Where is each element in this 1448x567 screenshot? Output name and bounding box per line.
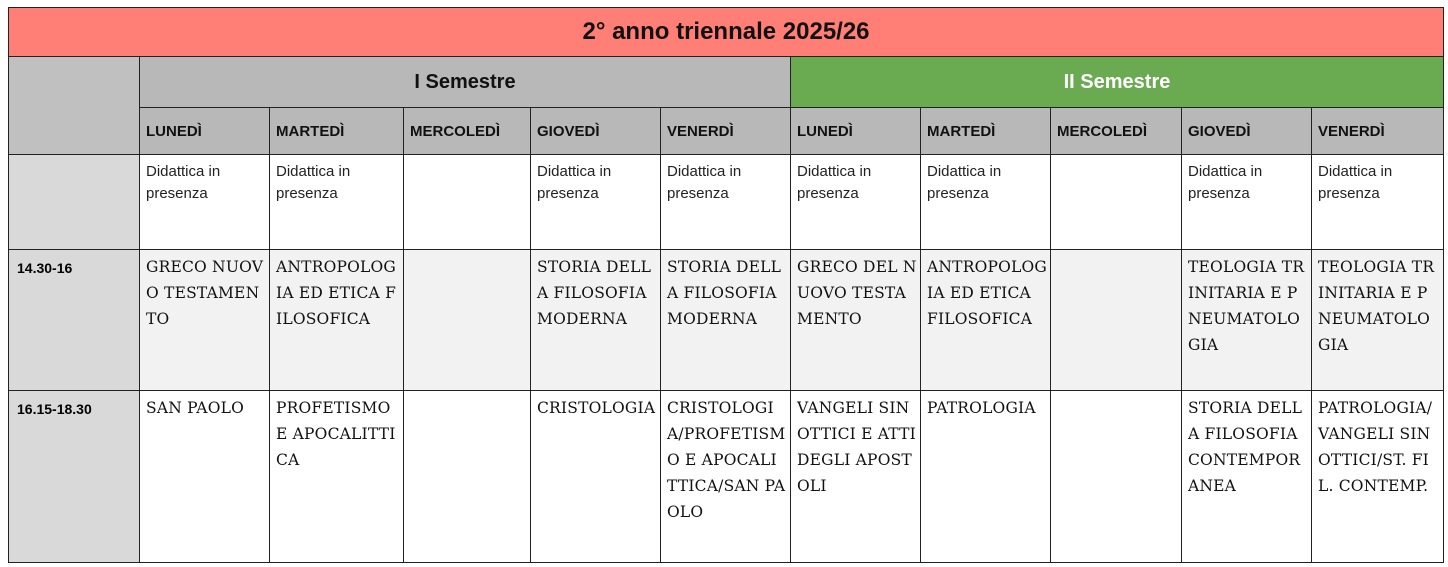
delivery-mode-cell: Didattica in presenza [921,155,1051,250]
delivery-mode-cell: Didattica in presenza [1312,155,1444,250]
delivery-mode-cell: Didattica in presenza [531,155,661,250]
day-header: MERCOLEDÌ [1051,108,1182,155]
course-cell: TEOLOGIA TRINITARIA E PNEUMATOLOGIA [1312,250,1444,391]
course-cell: STORIA DELLA FILOSOFIA MODERNA [531,250,661,391]
delivery-mode-cell: Didattica in presenza [140,155,270,250]
semester-1-header: I Semestre [140,57,791,108]
day-header: VENERDÌ [661,108,791,155]
schedule-title: 2° anno triennale 2025/26 [9,8,1444,57]
delivery-mode-cell: Didattica in presenza [270,155,404,250]
course-cell: PATROLOGIA/VANGELI SINOTTICI/ST. FIL. CONTEMP. [1312,391,1444,563]
day-header: LUNEDÌ [791,108,921,155]
time-slot-label: 14.30-16 [9,250,140,391]
day-header: GIOVEDÌ [531,108,661,155]
course-cell: SAN PAOLO [140,391,270,563]
course-cell [1051,250,1182,391]
course-cell: VANGELI SINOTTICI E ATTI DEGLI APOSTOLI [791,391,921,563]
delivery-mode-cell [404,155,531,250]
day-header: MARTEDÌ [921,108,1051,155]
time-slot-row [9,391,1444,563]
delivery-mode-cell: Didattica in presenza [791,155,921,250]
course-cell: PATROLOGIA [921,391,1051,563]
time-slot-label: 16.15-18.30 [9,391,140,563]
day-header-row [9,108,1444,155]
day-header: MERCOLEDÌ [404,108,531,155]
course-cell: ANTROPOLOGIA ED ETICA FILOSOFICA [270,250,404,391]
day-header: VENERDÌ [1312,108,1444,155]
course-cell: GRECO DEL NUOVO TESTAMENTO [791,250,921,391]
delivery-mode-cell: Didattica in presenza [1182,155,1312,250]
day-header: LUNEDÌ [140,108,270,155]
course-cell [404,391,531,563]
day-header: MARTEDÌ [270,108,404,155]
course-cell [404,250,531,391]
course-cell: GRECO NUOVO TESTAMENTO [140,250,270,391]
delivery-mode-cell [1051,155,1182,250]
course-cell: TEOLOGIA TRINITARIA E PNEUMATOLOGIA [1182,250,1312,391]
course-cell: ANTROPOLOGIA ED ETICA FILOSOFICA [921,250,1051,391]
day-header: GIOVEDÌ [1182,108,1312,155]
corner-cell [9,57,140,155]
course-cell: STORIA DELLA FILOSOFIA CONTEMPORANEA [1182,391,1312,563]
course-cell: STORIA DELLA FILOSOFIA MODERNA [661,250,791,391]
course-cell: CRISTOLOGIA/PROFETISMO E APOCALITTICA/SAN PAOLO [661,391,791,563]
semester-2-header: II Semestre [791,57,1444,108]
mode-row-label [9,155,140,250]
mode-row [9,155,1444,250]
schedule-table [8,7,1444,563]
course-cell [1051,391,1182,563]
course-cell: PROFETISMO E APOCALITTICA [270,391,404,563]
course-cell: CRISTOLOGIA [531,391,661,563]
time-slot-row [9,250,1444,391]
delivery-mode-cell: Didattica in presenza [661,155,791,250]
